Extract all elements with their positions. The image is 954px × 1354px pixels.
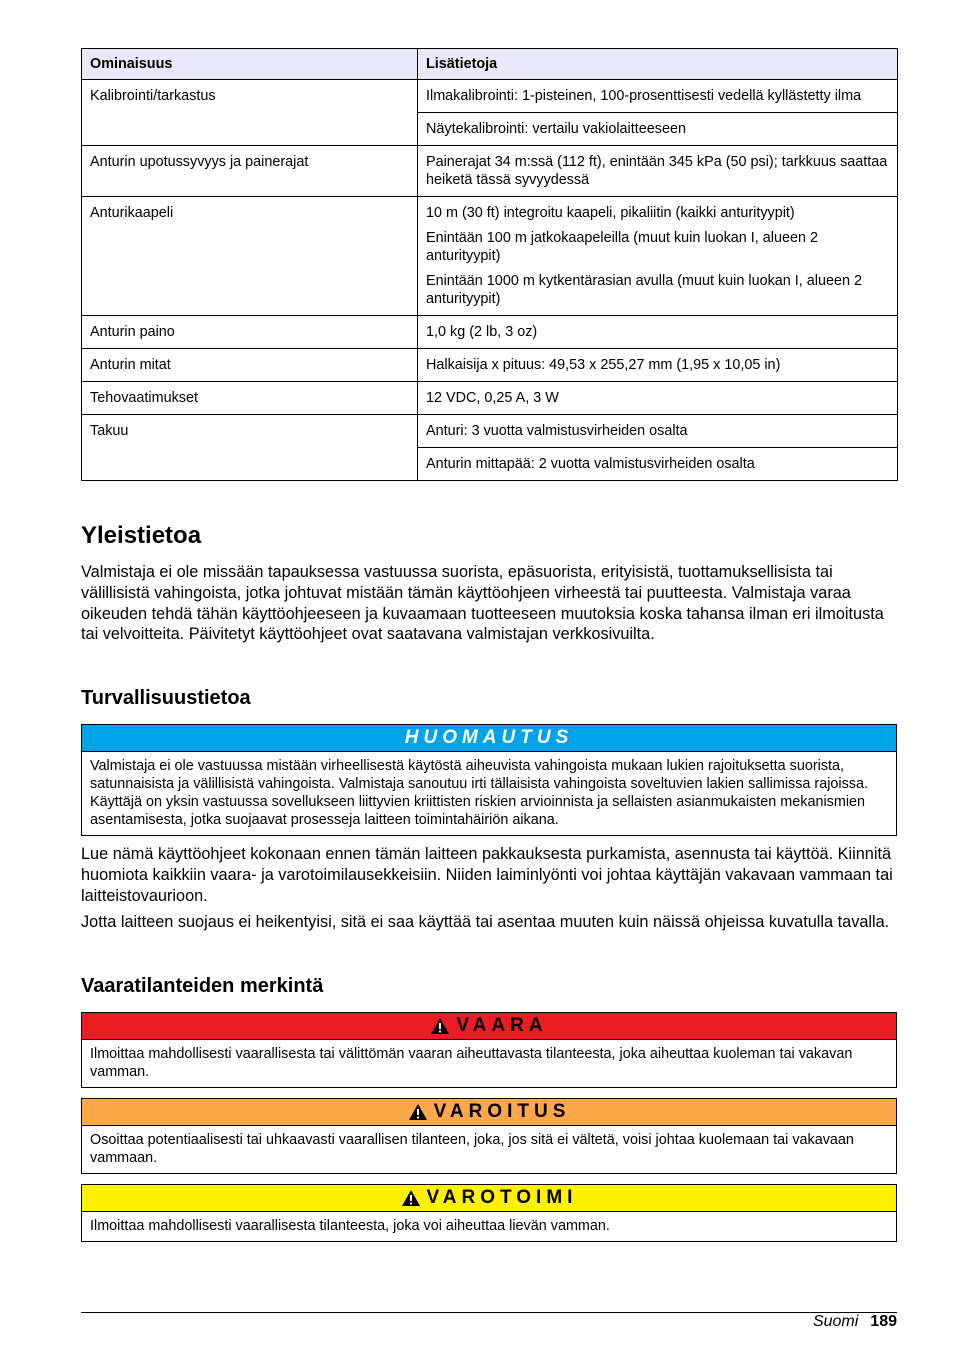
table-row	[82, 316, 898, 349]
table-row	[82, 415, 898, 448]
danger-box	[81, 1012, 897, 1088]
caution-label: VAROTOIMI	[426, 1187, 578, 1208]
details-line: Enintään 1000 m kytkentärasian avulla (muut kuin luokan I, alueen 2 anturityypit)	[426, 273, 862, 307]
footer-divider	[81, 1312, 897, 1313]
property-cell: Anturikaapeli	[82, 197, 418, 316]
danger-label: VAARA	[456, 1015, 548, 1036]
warning-triangle-icon	[430, 1017, 450, 1035]
table-row	[82, 382, 898, 415]
details-line: 1,0 kg (2 lb, 3 oz)	[426, 324, 538, 340]
details-cell: Anturi: 3 vuotta valmistusvirheiden osalta	[418, 415, 898, 448]
section-title-hazard: Vaaratilanteiden merkintä	[81, 975, 324, 997]
details-cell: Ilmakalibrointi: 1-pisteinen, 100-prosenttisesti vedellä kyllästetty ilma	[418, 80, 898, 113]
notice-text: Valmistaja ei ole vastuussa mistään virheellisestä käytöstä aiheuvista vahingoista mukaan lukien rajoituksetta suorista, satunnaisista ja välillisistä vahingoista. Valmistaja sanoutuu irti tällaisista vahingoista soveltuvien lakien sallimissa rajoissa. Käyttäjä on yksin vastuussa sovellukseen liittyvien kriittisten riskien arvioinnista ja sellaisten asianmukaisten mekanismien asentamisesta, jotka suojaavat prosesseja laitteen toimintahäiriön aikana.	[90, 758, 869, 828]
danger-text: Ilmoittaa mahdollisesti vaarallisesta tai välittömän vaaran aiheuttavasta tilanteesta, joka aiheuttaa kuoleman tai vakavan vamman.	[90, 1046, 853, 1080]
details-line: 12 VDC, 0,25 A, 3 W	[426, 390, 559, 406]
danger-header	[82, 1013, 896, 1040]
warning-label: VAROITUS	[433, 1101, 571, 1122]
warning-header	[82, 1099, 896, 1126]
general-paragraph: Valmistaja ei ole missään tapauksessa vastuussa suorista, epäsuorista, erityisistä, tuottamuksellisista tai välillisistä vahingoista, jotka johtuvat mistään tämän käyttöohjeen virheestä tai puutteesta. Valmistaja varaa oikeuden tehdä tähän käyttöohjeeseen ja kuvaamaan tuotteeseen muutoksia koska tahansa ilman eri ilmoitusta tai velvoitteita. Päivitetyt käyttöohjeet ovat saatavana valmistajan verkkosivuilta.	[81, 563, 884, 644]
details-cell	[418, 146, 898, 197]
property-cell: Anturin paino	[82, 316, 418, 349]
details-cell: Anturin mittapää: 2 vuotta valmistusvirheiden osalta	[418, 448, 898, 481]
property-cell: Anturin mitat	[82, 349, 418, 382]
details-cell	[418, 316, 898, 349]
footer-language: Suomi	[812, 1313, 859, 1330]
section-title-safety: Turvallisuustietoa	[81, 687, 251, 709]
warning-text: Osoittaa potentiaalisesti tai uhkaavasti vaarallisen tilanteen, joka, jos sitä ei vältetä, voisi johtaa kuolemaan tai vakavaan vammaan.	[90, 1132, 854, 1166]
warning-triangle-icon	[401, 1189, 421, 1207]
table-row	[82, 197, 898, 316]
table-row	[82, 146, 898, 197]
safety-paragraph-2: Jotta laitteen suojaus ei heikentyisi, sitä ei saa käyttää tai asentaa muuten kuin näissä ohjeissa kuvatulla tavalla.	[81, 913, 890, 931]
property-cell: Kalibrointi/tarkastus	[82, 80, 418, 146]
property-cell: Takuu	[82, 415, 418, 481]
warning-triangle-icon	[408, 1103, 428, 1121]
page-number: 189	[870, 1313, 897, 1330]
caution-text: Ilmoittaa mahdollisesti vaarallisesta tilanteesta, joka voi aiheuttaa lievän vamman.	[90, 1218, 610, 1234]
notice-box	[81, 724, 897, 836]
details-cell: Näytekalibrointi: vertailu vakiolaitteeseen	[418, 113, 898, 146]
table-row	[82, 349, 898, 382]
notice-header	[82, 725, 896, 752]
details-cell	[418, 382, 898, 415]
page-footer	[813, 1312, 897, 1332]
column-header-details: Lisätietoja	[418, 49, 898, 80]
details-line: Halkaisija x pituus: 49,53 x 255,27 mm (1,95 x 10,05 in)	[426, 357, 781, 373]
details-cell	[418, 349, 898, 382]
safety-paragraph-1: Lue nämä käyttöohjeet kokonaan ennen tämän laitteen pakkauksesta purkamista, asennusta tai käyttöä. Kiinnitä huomiota kaikkiin vaara- ja varotoimilausekkeisiin. Niiden laiminlyönti voi johtaa käyttäjän vakavaan vammaan tai laitteistovaurioon.	[81, 845, 893, 905]
caution-box	[81, 1184, 897, 1242]
details-line: Enintään 100 m jatkokaapeleilla (muut kuin luokan I, alueen 2 anturityypit)	[426, 230, 818, 264]
table-row	[82, 80, 898, 113]
column-header-property: Ominaisuus	[82, 49, 418, 80]
details-line: Painerajat 34 m:ssä (112 ft), enintään 345 kPa (50 psi); tarkkuus saattaa heiketä tässä syvyydessä	[426, 154, 888, 188]
warning-box	[81, 1098, 897, 1174]
details-cell	[418, 197, 898, 316]
notice-label: HUOMAUTUS	[404, 727, 574, 748]
table-header-row	[82, 49, 898, 80]
section-title-general: Yleistietoa	[81, 522, 202, 549]
caution-header	[82, 1185, 896, 1212]
property-cell: Anturin upotussyvyys ja painerajat	[82, 146, 418, 197]
details-line: 10 m (30 ft) integroitu kaapeli, pikaliitin (kaikki anturityypit)	[426, 205, 795, 221]
specifications-table	[81, 48, 898, 481]
property-cell: Tehovaatimukset	[82, 382, 418, 415]
